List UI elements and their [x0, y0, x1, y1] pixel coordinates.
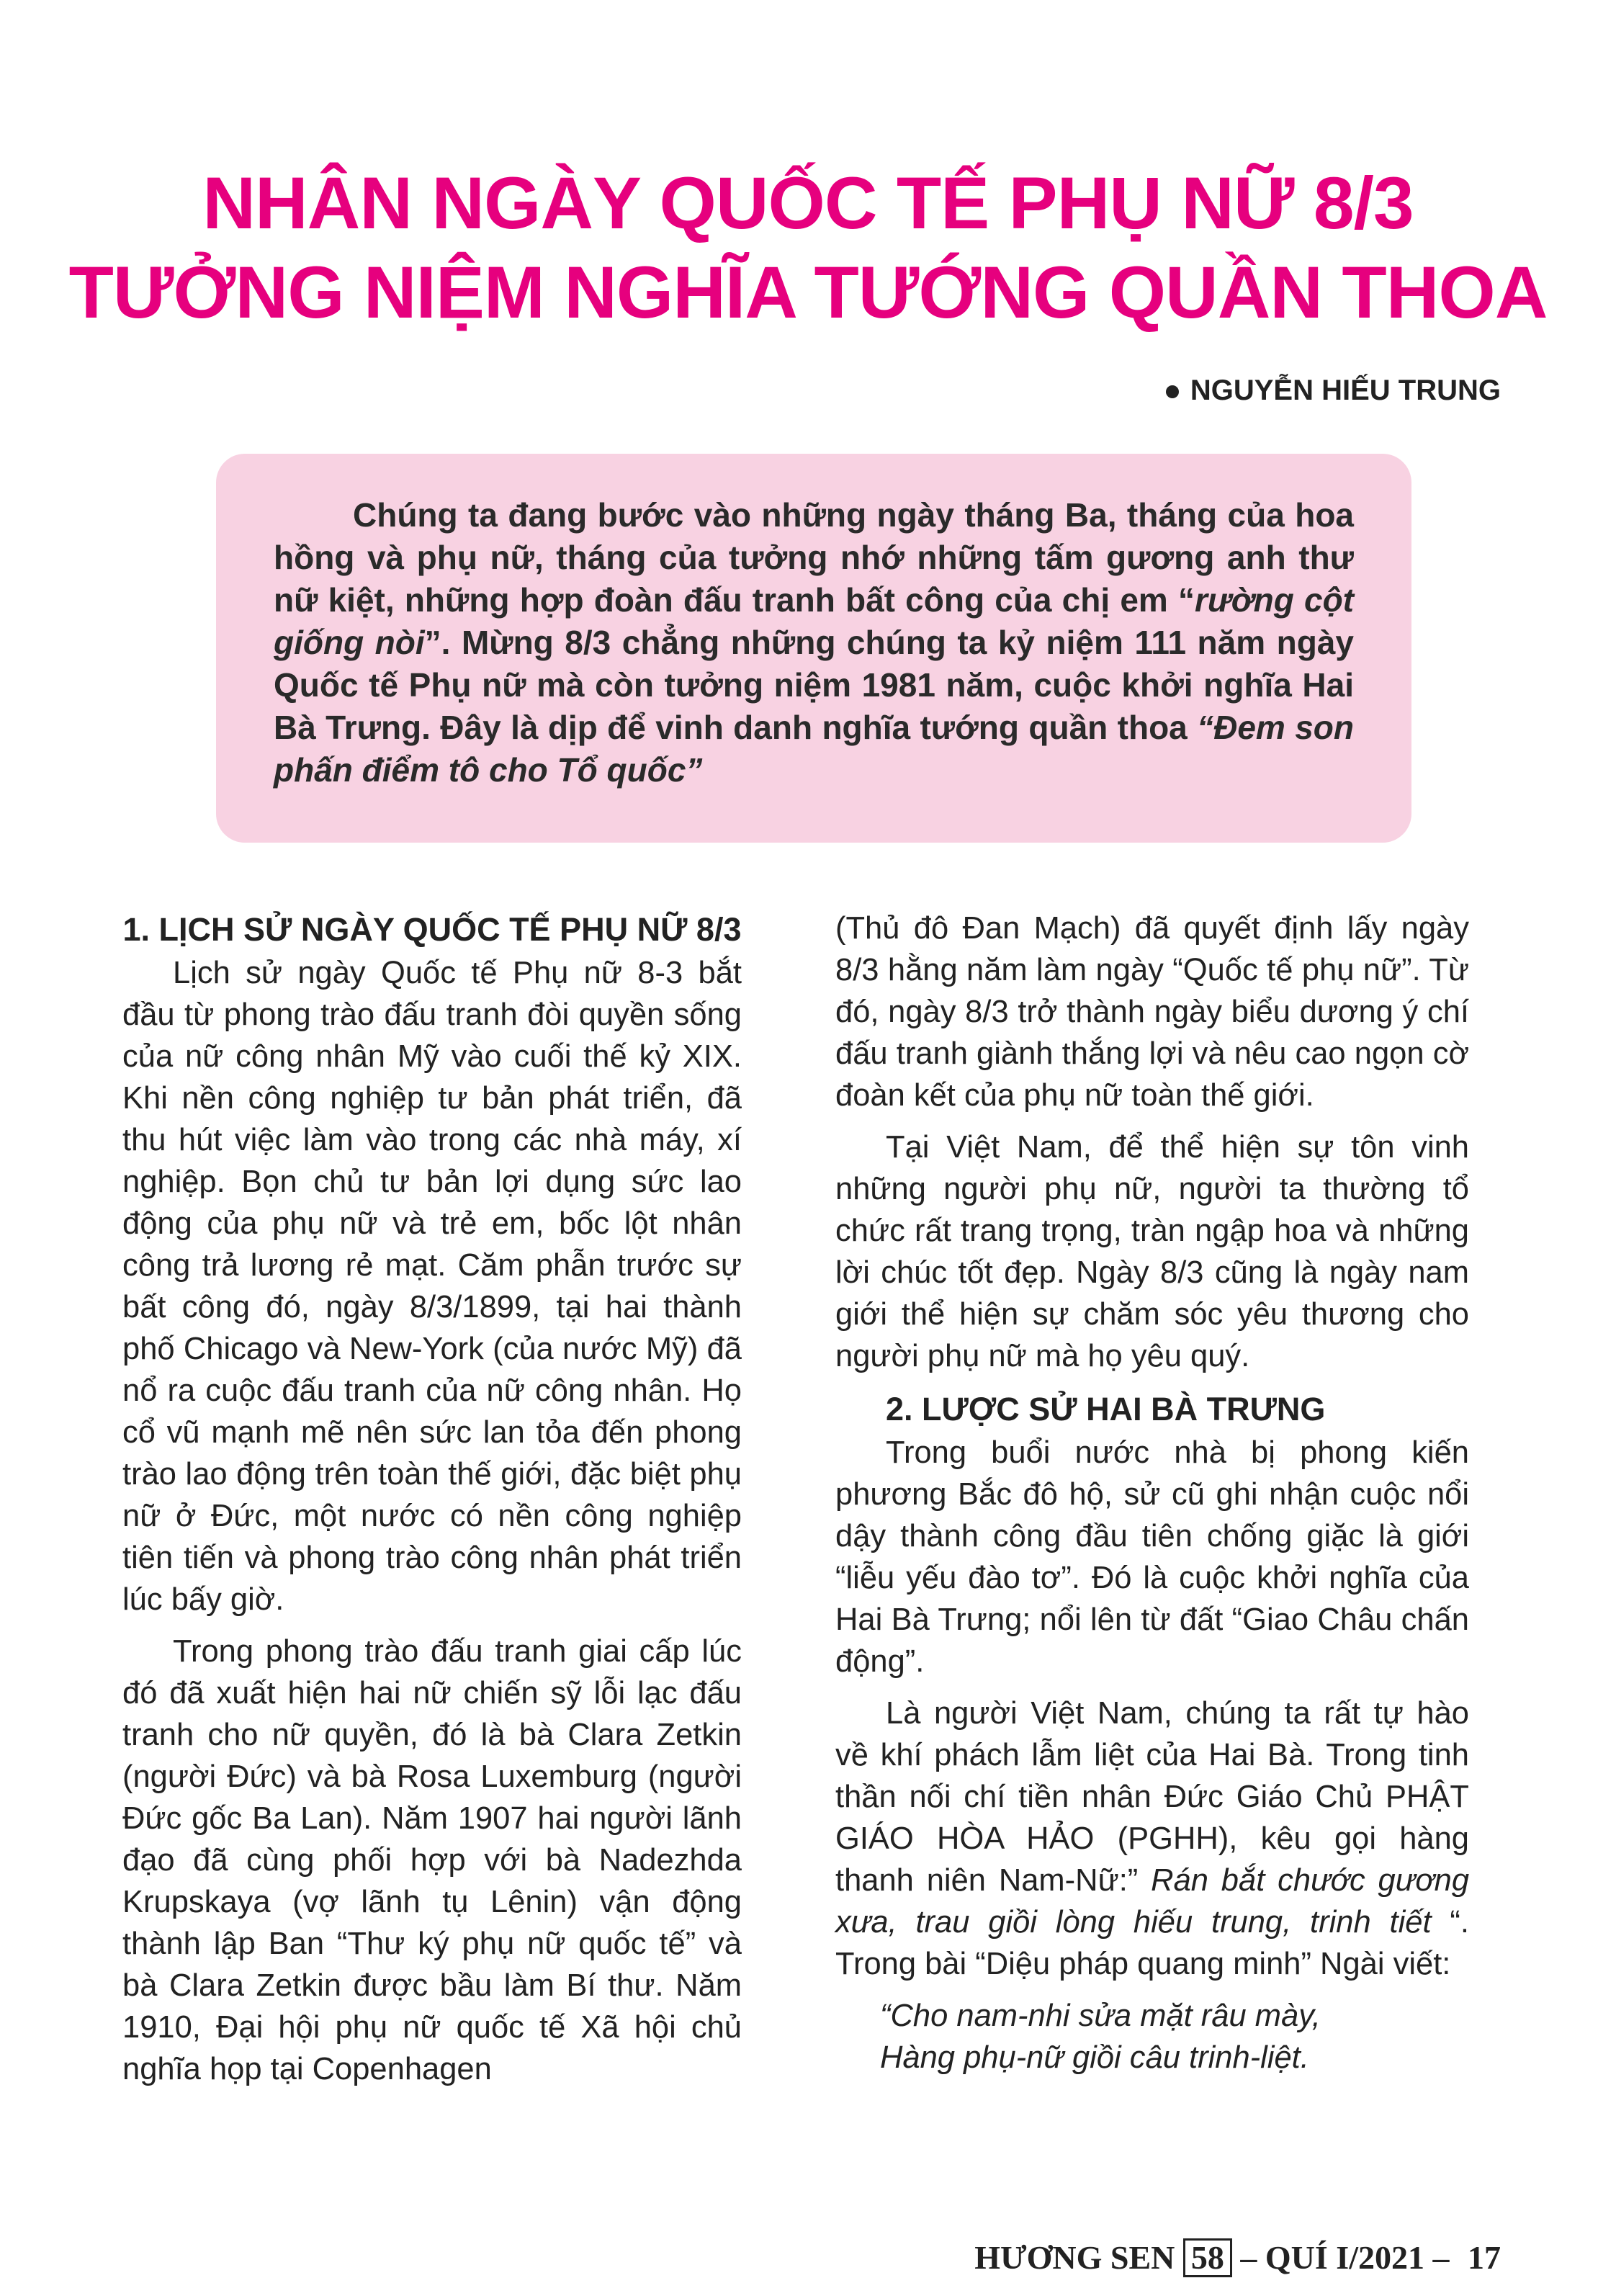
- paragraph-part: Là người Việt Nam, chúng ta rất tự hào về khí phách lẫm liệt của Hai Bà. Trong tinh thần nối chí tiền nhân Đức Giáo Chủ PHẬT GIÁO HÒA HẢO (PGHH), kêu gọi hàng thanh niên Nam-Nữ:”: [835, 1696, 1469, 1898]
- title-line-1: NHÂN NGÀY QUỐC TẾ PHỤ NỮ 8/3: [202, 162, 1414, 244]
- abstract-part-1: Chúng ta đang bước vào những ngày tháng Ba, tháng của hoa hồng và phụ nữ, tháng của tưởng nhớ những tấm gương anh thư nữ kiệt, những hợp đoàn đấu tranh bất công của chị em “: [274, 496, 1354, 619]
- paragraph-quote: Rán bắt chước gương xưa, trau giồi lòng hiếu trung, trinh tiết: [835, 1863, 1470, 1940]
- abstract-box: [216, 454, 1411, 843]
- bullet-icon: [1166, 385, 1179, 398]
- paragraph: [835, 1692, 1469, 1985]
- abstract-quote-2: “Đem son phấn điểm tô cho Tổ quốc”: [274, 709, 1354, 789]
- paragraph: Trong phong trào đấu tranh giai cấp lúc đó đã xuất hiện hai nữ chiến sỹ lỗi lạc đấu tranh cho nữ quyền, đó là bà Clara Zetkin (người Đức) và bà Rosa Luxemburg (người Đức gốc Ba Lan). Năm 1907 hai người lãnh đạo đã cùng phối hợp với bà Nadezhda Krupskaya (vợ lãnh tụ Lênin) vận động thành lập Ban “Thư ký phụ nữ quốc tế” và bà Clara Zetkin được bầu làm Bí thư. Năm 1910, Đại hội phụ nữ quốc tế Xã hội chủ nghĩa họp tại Copenhagen: [122, 1634, 742, 2086]
- verse-line-1: “Cho nam-nhi sửa mặt râu mày,: [880, 1999, 1321, 2033]
- abstract-part-2: ”. Mừng 8/3 chẳng những chúng ta kỷ niệm 111 năm ngày Quốc tế Phụ nữ mà còn tưởng niệm 1981 năm, cuộc khởi nghĩa Hai Bà Trưng. Đây là dịp để vinh danh nghĩa tướng quần thoa: [274, 624, 1355, 746]
- section-heading-1: 1. LỊCH SỬ NGÀY QUỐC TẾ PHỤ NỮ 8/3: [122, 911, 742, 948]
- title-line-2: TƯỞNG NIỆM NGHĨA TƯỚNG QUẦN THOA: [68, 251, 1548, 333]
- page-footer: [974, 2238, 1501, 2277]
- paragraph-part: “. Trong bài “Diệu pháp quang minh” Ngài viết:: [835, 1905, 1469, 1981]
- quarter-label: – QUÍ I/2021 –: [1240, 2239, 1450, 2276]
- paragraph: Tại Việt Nam, để thể hiện sự tôn vinh những người phụ nữ, người ta thường tổ chức rất trang trọng, tràn ngập hoa và những lời chúc tốt đẹp. Ngày 8/3 cũng là ngày nam giới thể hiện sự chăm sóc yêu thương cho người phụ nữ mà họ yêu quý.: [835, 1130, 1469, 1373]
- verse-line-2: Hàng phụ-nữ giồi câu trinh-liệt.: [880, 2040, 1309, 2075]
- abstract-text: [274, 494, 1354, 792]
- left-column: [122, 907, 742, 2100]
- right-column: [835, 907, 1469, 2078]
- paragraph: (Thủ đô Đan Mạch) đã quyết định lấy ngày 8/3 hằng năm làm ngày “Quốc tế phụ nữ”. Từ đó, ngày 8/3 trở thành ngày biểu dương ý chí đấu tranh giành thắng lợi và nêu cao ngọn cờ đoàn kết của phụ nữ toàn thế giới.: [835, 911, 1469, 1113]
- paragraph: Lịch sử ngày Quốc tế Phụ nữ 8-3 bắt đầu từ phong trào đấu tranh đòi quyền sống của nữ công nhân Mỹ vào cuối thế kỷ XIX. Khi nền công nghiệp tư bản phát triển, đã thu hút việc làm vào trong các nhà máy, xí nghiệp. Bọn chủ tư bản lợi dụng sức lao động của phụ nữ và trẻ em, bốc lột nhân công trả lương rẻ mạt. Căm phẫn trước sự bất công đó, ngày 8/3/1899, tại hai thành phố Chicago và New-York (của nước Mỹ) đã nổ ra cuộc đấu tranh của nữ công nhân. Họ cổ vũ mạnh mẽ nên sức lan tỏa đến phong trào lao động trên toàn thế giới, đặc biệt phụ nữ ở Đức, một nước có nền công nghiệp tiên tiến và phong trào công nhân phát triển lúc bấy giờ.: [122, 956, 742, 1617]
- publication-name: HƯƠNG SEN: [974, 2239, 1175, 2276]
- page-number: 17: [1468, 2239, 1501, 2276]
- abstract-quote-1: rường cột giống nòi: [274, 581, 1355, 661]
- author-byline: [1166, 375, 1501, 407]
- article-title: [0, 158, 1616, 337]
- paragraph: Trong buổi nước nhà bị phong kiến phương Bắc đô hộ, sử cũ ghi nhận cuộc nổi dậy thành công đầu tiên chống giặc là giới “liễu yếu đào tơ”. Đó là cuộc khởi nghĩa của Hai Bà Trưng; nổi lên từ đất “Giao Châu chấn động”.: [835, 1435, 1469, 1679]
- section-heading-2: 2. LƯỢC SỬ HAI BÀ TRƯNG: [886, 1391, 1326, 1427]
- issue-number: 58: [1183, 2238, 1232, 2277]
- author-name: NGUYỄN HIẾU TRUNG: [1190, 375, 1501, 406]
